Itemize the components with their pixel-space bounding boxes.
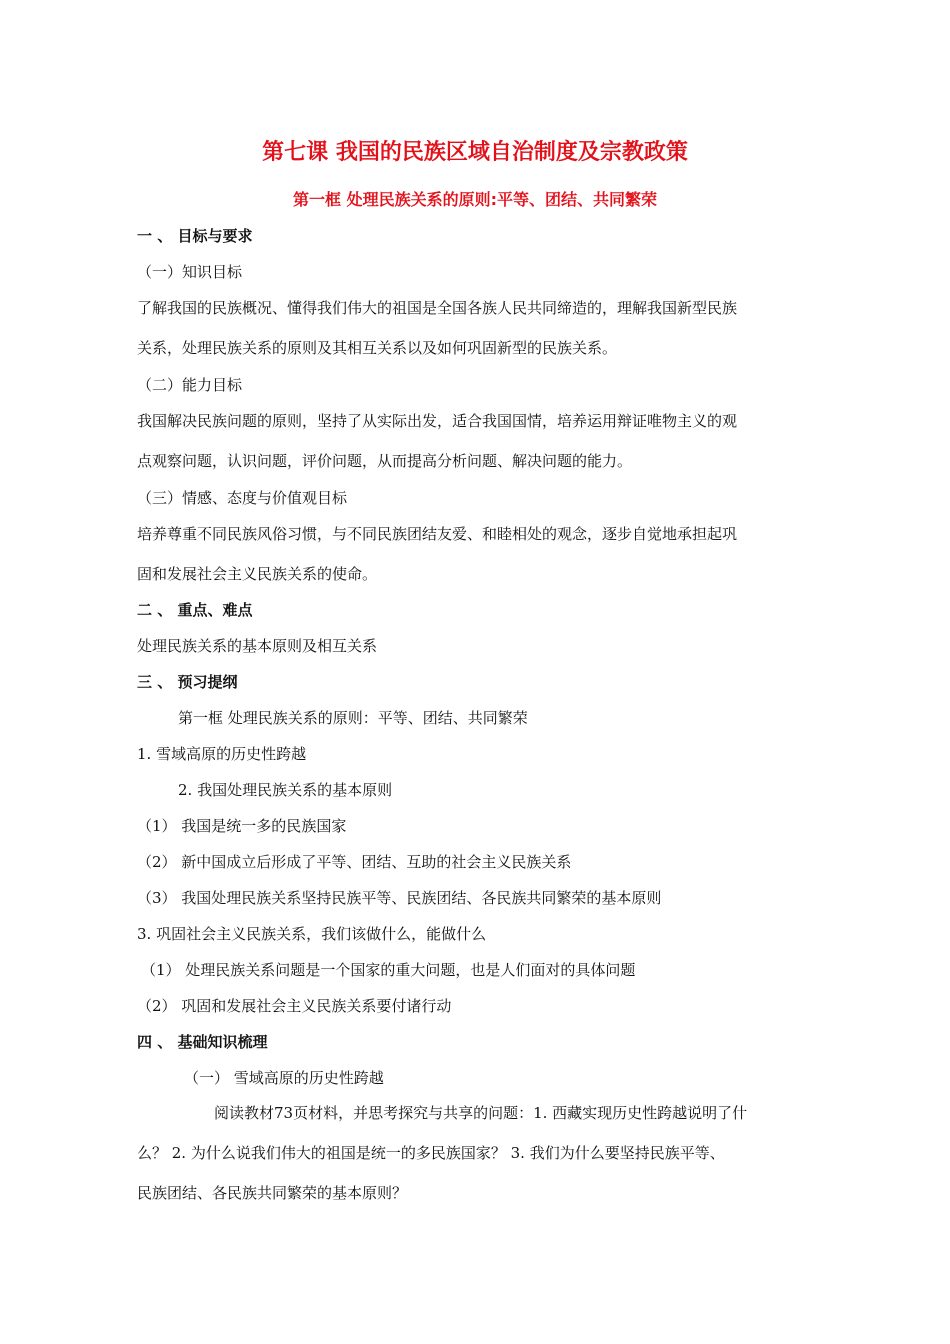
outline-subitem: （3） 我国处理民族关系坚持民族平等、民族团结、各民族共同繁荣的基本原则	[137, 889, 662, 907]
outline-line: 第一框 处理民族关系的原则：平等、团结、共同繁荣	[178, 709, 528, 727]
subheading-ability: （二）能力目标	[137, 376, 243, 394]
outline-item: 3. 巩固社会主义民族关系，我们该做什么，能做什么	[137, 925, 487, 943]
heading-key-points: 二 、 重点、难点	[137, 601, 253, 619]
paragraph-line: 民族团结、各民族共同繁荣的基本原则？	[137, 1184, 408, 1202]
heading-basics: 四 、 基础知识梳理	[137, 1033, 268, 1051]
outline-line: （一） 雪域高原的历史性跨越	[184, 1069, 384, 1087]
outline-item: 2. 我国处理民族关系的基本原则	[178, 781, 393, 799]
outline-subitem: （1） 我国是统一多的民族国家	[137, 817, 347, 835]
section-subtitle: 第一框 处理民族关系的原则:平等、团结、共同繁荣	[293, 190, 657, 209]
paragraph-line: 了解我国的民族概况、懂得我们伟大的祖国是全国各族人民共同缔造的，理解我国新型民族	[137, 299, 738, 317]
subheading-attitude: （三）情感、态度与价值观目标	[137, 489, 348, 507]
paragraph-line: 么？ 2. 为什么说我们伟大的祖国是统一的多民族国家？ 3. 我们为什么要坚持民族平等、	[137, 1144, 725, 1162]
heading-goals: 一 、 目标与要求	[137, 227, 253, 245]
outline-item: 1. 雪域高原的历史性跨越	[137, 745, 307, 763]
paragraph-line: 我国解决民族问题的原则，坚持了从实际出发，适合我国国情，培养运用辩证唯物主义的观	[137, 412, 738, 430]
paragraph-line: 点观察问题，认识问题，评价问题，从而提高分析问题、解决问题的能力。	[137, 452, 633, 470]
paragraph-line: 关系，处理民族关系的原则及其相互关系以及如何巩固新型的民族关系。	[137, 339, 618, 357]
page-title: 第七课 我国的民族区域自治制度及宗教政策	[262, 140, 688, 165]
paragraph-line: 固和发展社会主义民族关系的使命。	[137, 565, 378, 583]
paragraph-line: 培养尊重不同民族风俗习惯，与不同民族团结友爱、和睦相处的观念，逐步自觉地承担起巩	[137, 525, 738, 543]
paragraph-line: 处理民族关系的基本原则及相互关系	[137, 637, 378, 655]
outline-subitem: （2） 新中国成立后形成了平等、团结、互助的社会主义民族关系	[137, 853, 572, 871]
heading-preview: 三 、 预习提纲	[137, 673, 238, 691]
paragraph-line: 阅读教材73页材料，并思考探究与共享的问题：1. 西藏实现历史性跨越说明了什	[214, 1104, 748, 1122]
outline-subitem: （1） 处理民族关系问题是一个国家的重大问题，也是人们面对的具体问题	[141, 961, 636, 979]
subheading-knowledge: （一）知识目标	[137, 263, 243, 281]
outline-subitem: （2） 巩固和发展社会主义民族关系要付诸行动	[137, 997, 452, 1015]
